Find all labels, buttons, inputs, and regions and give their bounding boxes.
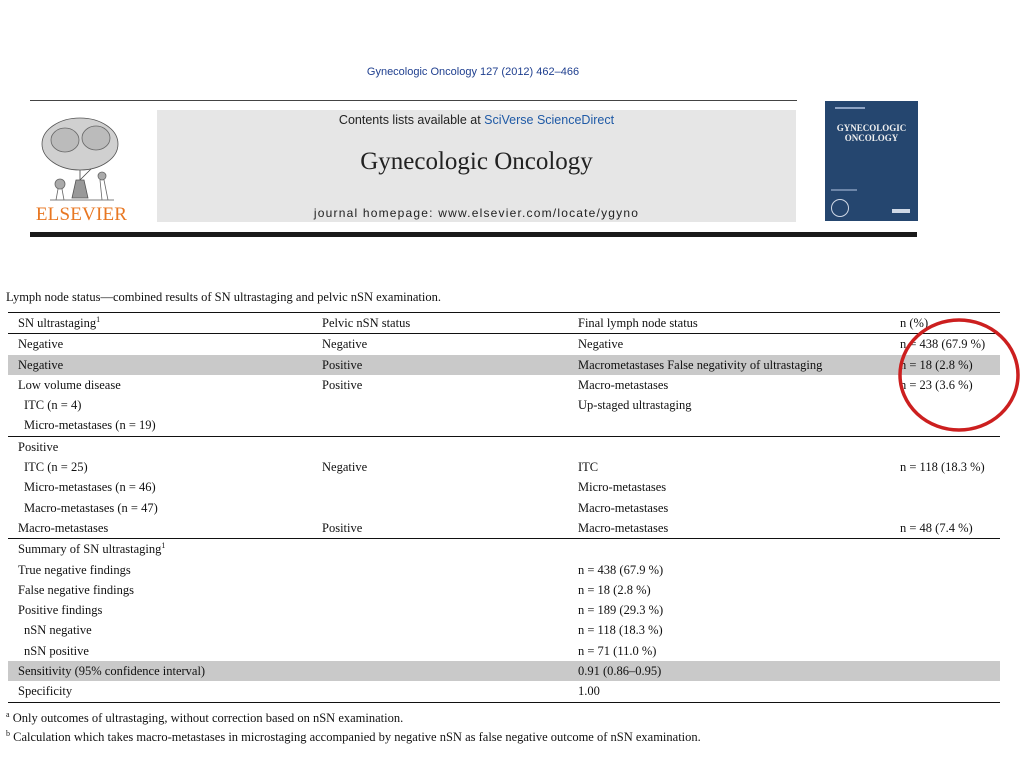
- column-header-sn-ultrastaging: SN ultrastaging$^1$: [18, 315, 101, 330]
- table-row: [8, 641, 1000, 661]
- table-cell-col4: n = 438 (67.9 %): [900, 337, 986, 352]
- table-cell-col3: Macro-metastases: [578, 377, 669, 392]
- header-thick-rule: [30, 232, 917, 237]
- table-cell-col4: n = 118 (18.3 %): [900, 460, 985, 475]
- table-cell-col3: Micro-metastases: [578, 480, 667, 495]
- table-row: [8, 498, 1000, 518]
- journal-cover-thumbnail: [825, 101, 918, 221]
- table-cell-col2: Negative: [322, 337, 368, 352]
- table-body: [8, 334, 1000, 702]
- cover-title: GYNECOLOGIC ONCOLOGY: [836, 123, 907, 143]
- journal-masthead: [157, 110, 796, 222]
- journal-citation: Gynecologic Oncology 127 (2012) 462–466: [366, 66, 580, 78]
- table-row: [8, 681, 1000, 702]
- table-cell-col2: Positive: [322, 520, 363, 535]
- table-cell-col1: False negative findings: [18, 582, 134, 597]
- table-row: [8, 620, 1000, 640]
- table-cell-col3: Macro-metastases: [578, 500, 669, 515]
- table-header-row: [8, 313, 1000, 334]
- table-cell-col1: Positive: [18, 439, 59, 454]
- table-cell-col1: Sensitivity (95% confidence interval): [18, 664, 206, 679]
- column-header-n-percent: n (%): [900, 316, 929, 330]
- contents-prefix: Contents lists available at: [338, 113, 485, 127]
- table-row: [8, 375, 1000, 395]
- table-cell-col3: n = 438 (67.9 %): [578, 562, 664, 577]
- table-cell-col1: Negative: [18, 337, 64, 352]
- table-cell-col1: ITC (n = 4): [24, 398, 82, 413]
- table-cell-col2: Positive: [322, 377, 363, 392]
- table-cell-col1: Macro-metastases: [18, 520, 109, 535]
- journal-title: Gynecologic Oncology: [360, 148, 593, 175]
- society-logo-icon: [831, 199, 849, 217]
- table-row: [8, 580, 1000, 600]
- table-row: [8, 477, 1000, 497]
- table-cell-col3: n = 118 (18.3 %): [578, 623, 663, 638]
- table-cell-col1: Macro-metastases (n = 47): [24, 500, 158, 515]
- table-cell-col3: Macrometastases False negativity of ultrastaging: [578, 357, 823, 372]
- table-row: [8, 437, 1000, 457]
- table-row: [8, 539, 1000, 559]
- table-cell-col3: 1.00: [578, 684, 600, 699]
- cover-decoration: [831, 189, 857, 191]
- table-cell-col4: n = 48 (7.4 %): [900, 520, 973, 535]
- header-rule: [30, 100, 797, 101]
- table-cell-col2: Positive: [322, 357, 363, 372]
- table-cell-col1: nSN positive: [24, 643, 89, 658]
- table-cell-col1: True negative findings: [18, 562, 131, 577]
- table-cell-col1: Specificity: [18, 684, 73, 699]
- table-cell-col1: Micro-metastases (n = 19): [24, 418, 156, 433]
- table-row: [8, 395, 1000, 415]
- table-cell-col1: ITC (n = 25): [24, 460, 88, 475]
- table-cell-col3: n = 71 (11.0 %): [578, 643, 657, 658]
- table-cell-col3: 0.91 (0.86–0.95): [578, 664, 662, 679]
- table-row: [8, 560, 1000, 580]
- table-cell-col1: Positive findings: [18, 603, 103, 618]
- contents-availability: [157, 113, 796, 127]
- cover-decoration: [835, 107, 865, 109]
- lymph-node-status-table: [8, 312, 1000, 703]
- table-caption: Lymph node status—combined results of SN ultrastaging and pelvic nSN examination.: [6, 290, 442, 304]
- table-cell-col3: n = 189 (29.3 %): [578, 603, 664, 618]
- table-row: [8, 415, 1000, 436]
- table-row: [8, 600, 1000, 620]
- table-cell-col3: Macro-metastases: [578, 520, 669, 535]
- table-cell-col1: nSN negative: [24, 623, 92, 638]
- table-row: [8, 334, 1000, 354]
- table-cell-col2: Negative: [322, 460, 368, 475]
- footnote-a: $^a$ Only outcomes of ultrastaging, without correction based on nSN examination.: [6, 710, 404, 725]
- sciencedirect-link[interactable]: SciVerse ScienceDirect: [484, 113, 615, 127]
- table-cell-col3: ITC: [578, 460, 599, 475]
- table-cell-col4: n = 18 (2.8 %): [900, 357, 973, 372]
- table-cell-col1: Summary of SN ultrastaging$^1$: [18, 541, 166, 557]
- table-row: [8, 355, 1000, 375]
- table-cell-col3: Negative: [578, 337, 624, 352]
- table-row: [8, 457, 1000, 477]
- table-cell-col1: Micro-metastases (n = 46): [24, 480, 156, 495]
- table-row: [8, 661, 1000, 681]
- publisher-wordmark: ELSEVIER: [35, 204, 128, 225]
- column-header-final-status: Final lymph node status: [578, 316, 698, 330]
- table-row: [8, 518, 1000, 539]
- table-cell-col1: Low volume disease: [18, 377, 121, 392]
- journal-homepage[interactable]: journal homepage: www.elsevier.com/locate/ygyno: [313, 206, 640, 220]
- table-cell-col3: Up-staged ultrastaging: [578, 398, 692, 413]
- table-cell-col1: Negative: [18, 357, 64, 372]
- table-cell-col3: n = 18 (2.8 %): [578, 582, 651, 597]
- cover-publisher-mark: [892, 209, 910, 213]
- red-highlight-circle: [897, 316, 1021, 434]
- table-cell-col4: n = 23 (3.6 %): [900, 377, 973, 392]
- footnote-b: $^b$ Calculation which takes macro-metastases in microstaging accompanied by negative nSN as false negative outcome of nSN examination.: [6, 729, 701, 744]
- column-header-pelvic-nsn: Pelvic nSN status: [322, 316, 411, 330]
